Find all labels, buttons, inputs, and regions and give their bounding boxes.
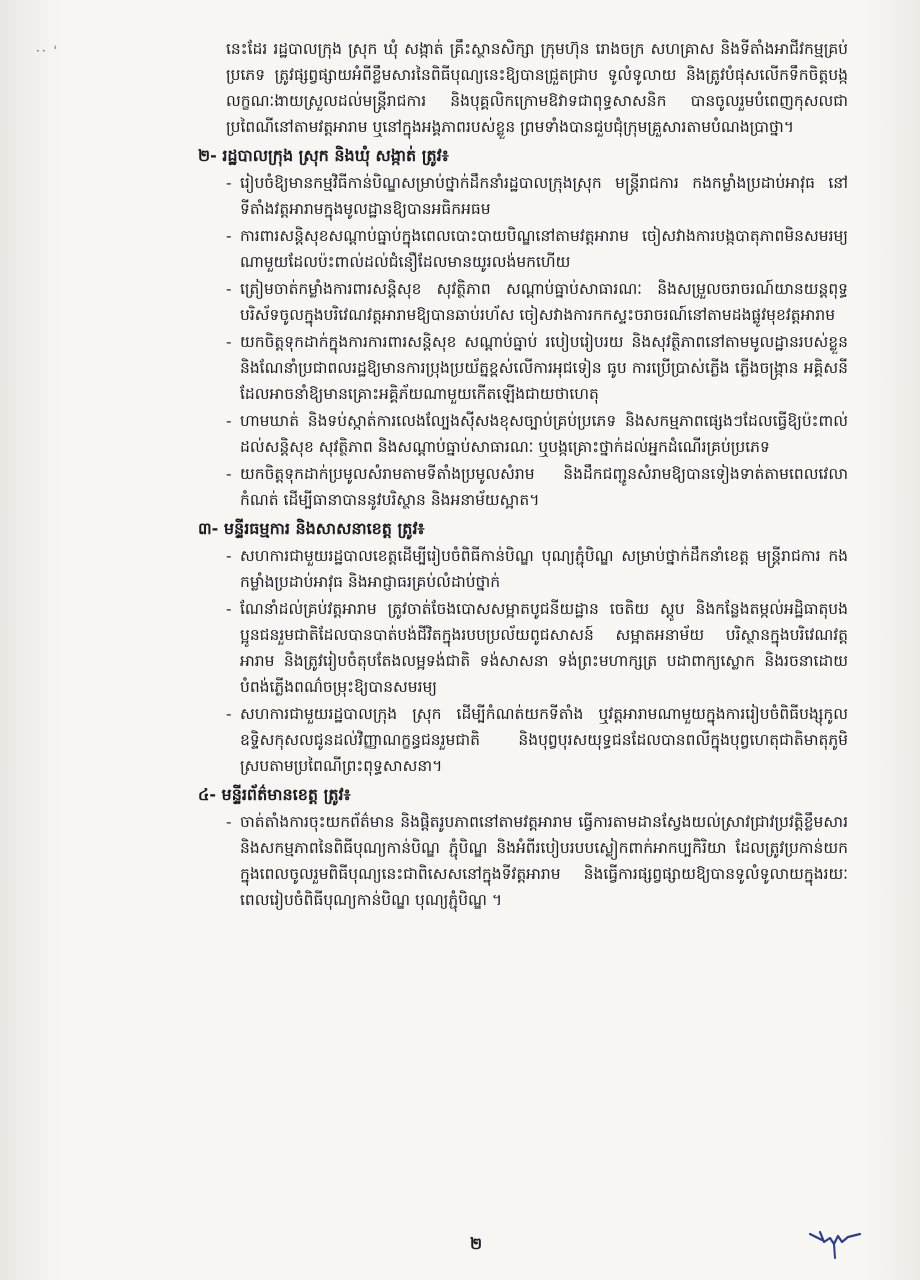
section-heading: ៤- មន្ទីរព័ត៌មានខេត្ត ត្រូវ៖ <box>198 785 351 804</box>
list-item: - យកចិត្តទុកដាក់ប្រមូលសំរាមតាមទីតាំងប្រមូលសំរាម និងដឹកជញ្ជូនសំរាមឱ្យបានទៀងទាត់តាមពេលវេលាកំណត់ ដើម្បីធានាបាននូវបរិស្ថាន និងអនាម័យស្អាត។ <box>226 465 848 509</box>
list-item: - ចាត់តាំងការចុះយកព័ត៌មាន និងផ្តិតរូបភាពនៅតាមវត្តអារាម ធ្វើការតាមដានស្វែងយល់ស្រាវជ្រាវប្រវត្តិខ្លឹមសារនិងសកម្មភាពនៃពិធីបុណ្យកាន់បិណ្ឌ ភ្ជុំបិណ្ឌ និងអំពីរបៀបរបបស្លៀកពាក់អាកប្បកិរិយា ដែលត្រូវប្រកាន់យកក្នុងពេលចូលរួមពិធីបុណ្យនេះជាពិសេសនៅក្នុងទីវត្តអារាម និងធ្វើការផ្សព្វផ្សាយឱ្យបានទូលំទូលាយក្នុងរយៈពេលរៀបចំពិធីបុណ្យកាន់បិណ្ឌ បុណ្យភ្ជុំបិណ្ឌ ។ <box>226 813 848 909</box>
list-item: - ការពារសន្តិសុខសណ្តាប់ធ្នាប់ក្នុងពេលបោះបាយបិណ្ឌនៅតាមវត្តអារាម ចៀសវាងការបង្កបាតុភាពមិនសមរម្យណាមួយដែលប៉ះពាល់ដល់ជំនឿដែលមានយូរលង់មកហើយ <box>226 227 848 271</box>
list-item: - ត្រៀមចាត់កម្លាំងការពារសន្តិសុខ សុវត្ថិភាព សណ្តាប់ធ្នាប់សាធារណៈ និងសម្រួលចរាចរណ៍យានយន្តពុទ្ធបរិស័ទចូលក្នុងបរិវេណវត្តអារាមឱ្យបានឆាប់រហ័ស ចៀសវាងការកកស្ទះចរាចរណ៍នៅតាមដងផ្លូវមុខវត្តអារាម <box>226 280 848 324</box>
intro-paragraph: នេះដែរ រដ្ឋបាលក្រុង ស្រុក ឃុំ សង្កាត់ គ្រឹះស្ថានសិក្សា ក្រុមហ៊ុន រោងចក្រ សហគ្រាស និងទីតាំងអាជីវកម្មគ្រប់ប្រភេទ ត្រូវផ្សព្វផ្សាយអំពីខ្លឹមសារនៃពិធីបុណ្យនេះឱ្យបានជ្រួតជ្រាប ទូលំទូលាយ និងត្រូវបំផុសលើកទឹកចិត្តបង្កលក្ខណៈងាយស្រួលដល់មន្ត្រីរាជការ និងបុគ្គលិកក្រោមឱវាទជាពុទ្ធសាសនិក បានចូលរួមបំពេញកុសលជាប្រពៃណីនៅតាមវត្តអារាម ឬនៅក្នុងអង្គភាពរបស់ខ្លួន ព្រមទាំងបានជួបជុំក្រុមគ្រួសារតាមបំណងប្រាថ្នា។ <box>226 40 848 136</box>
list-item: - យកចិត្តទុកដាក់ក្នុងការការពារសន្តិសុខ សណ្តាប់ធ្នាប់ របៀបរៀបរយ និងសុវត្ថិភាពនៅតាមមូលដ្ឋានរបស់ខ្លួន និងណែនាំប្រជាពលរដ្ឋឱ្យមានការប្រុងប្រយ័ត្នខ្ពស់លើការអុជទៀន ធូប ការប្រើប្រាស់ភ្លើង ភ្លើងចង្ក្រាន អគ្គិសនី ដែលអាចនាំឱ្យមានគ្រោះអគ្គិភ័យណាមួយកើតឡើងជាយថាហេតុ <box>226 333 848 403</box>
list-item: - រៀបចំឱ្យមានកម្មវិធីកាន់បិណ្ឌសម្រាប់ថ្នាក់ដឹកនាំរដ្ឋបាលក្រុងស្រុក មន្ត្រីរាជការ កងកម្លាំងប្រដាប់អាវុធ នៅទីតាំងវត្តអារាមក្នុងមូលដ្ឋានឱ្យបានអធិកអធម <box>226 174 848 218</box>
document-body <box>198 36 848 914</box>
list-item: - ណែនាំដល់គ្រប់វត្តអារាម ត្រូវចាត់ចែងបោសសម្អាតបូជនីយដ្ឋាន ចេតិយ ស្តូប និងកន្លែងតម្កល់អដ្ឋិធាតុបងប្អូនជនរួមជាតិដែលបានបាត់បង់ជីវិតក្នុងរបបប្រល័យពូជសាសន៍ សម្អាតអនាម័យ បរិស្ថានក្នុងបរិវេណវត្តអារាម និងត្រូវរៀបចំតុបតែងលម្អទង់ជាតិ ទង់សាសនា ទង់ព្រះមហាក្សត្រ បដាពាក្យស្លោក និងរចនាដោយបំពង់ភ្លើងពណ៌ចម្រុះឱ្យបានសមរម្យ <box>226 600 848 696</box>
section-heading: ៣- មន្ទីរធម្មការ និងសាសនាខេត្ត ត្រូវ៖ <box>198 519 425 538</box>
scan-speck: ·· ˈ <box>36 44 59 58</box>
list-item: - សហការជាមួយរដ្ឋបាលក្រុង ស្រុក ដើម្បីកំណត់យកទីតាំង ឬវត្តអារាមណាមួយក្នុងការរៀបចំពិធីបង្សុកូលឧទ្ទិសកុសលជូនដល់វិញ្ញាណក្ខន្ធជនរួមជាតិ និងបុព្វបុរសយុទ្ធជនដែលបានពលីក្នុងបុព្វហេតុជាតិមាតុភូមិ ស្របតាមប្រពៃណីព្រះពុទ្ធសាសនា។ <box>226 705 848 775</box>
list-item: - ហាមឃាត់ និងទប់ស្កាត់ការលេងល្បែងស៊ីសងខុសច្បាប់គ្រប់ប្រភេទ និងសកម្មភាពផ្សេងៗដែលធ្វើឱ្យប៉ះពាល់ដល់សន្តិសុខ សុវត្ថិភាព និងសណ្តាប់ធ្នាប់សាធារណៈ ឬបង្កគ្រោះថ្នាក់ដល់អ្នកដំណើរគ្រប់ប្រភេទ <box>226 412 848 456</box>
list-item: - សហការជាមួយរដ្ឋបាលខេត្តដើម្បីរៀបចំពិធីកាន់បិណ្ឌ បុណ្យភ្ជុំបិណ្ឌ សម្រាប់ថ្នាក់ដឹកនាំខេត្ត មន្ត្រីរាជការ កងកម្លាំងប្រដាប់អាវុធ និងអាជ្ញាធរគ្រប់លំដាប់ថ្នាក់ <box>226 547 848 591</box>
page-number: ២ <box>470 1234 483 1253</box>
signature-initials <box>808 1228 864 1262</box>
section-heading: ២- រដ្ឋបាលក្រុង ស្រុក និងឃុំ សង្កាត់ ត្រូវ៖ <box>198 146 449 165</box>
